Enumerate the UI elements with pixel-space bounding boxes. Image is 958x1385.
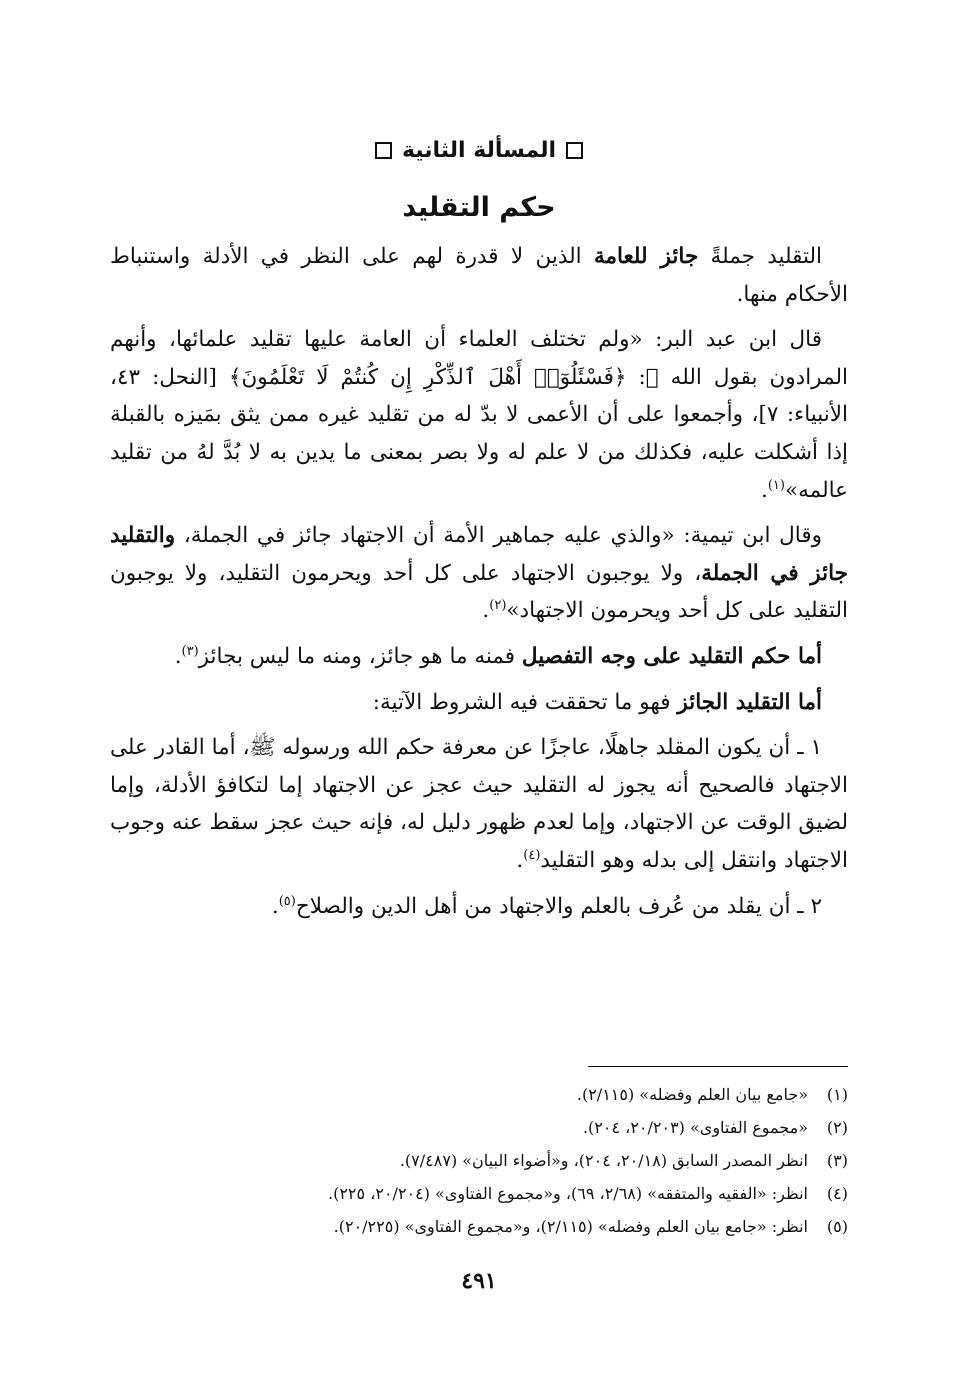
footnote-text: انظر: «جامع بيان العلم وفضله» (٢/١١٥)، و«مجموع الفتاوى» (٢٠/٢٢٥).: [333, 1217, 808, 1236]
text-run: فمنه ما هو جائز، ومنه ما ليس بجائز: [198, 643, 522, 669]
text-run: .: [516, 847, 524, 873]
footnote-text: «جامع بيان العلم وفضله» (٢/١١٥).: [576, 1085, 808, 1104]
text-run: الذين لا قدرة لهم على النظر في الأدلة واستنباط الأحكام منها.: [110, 244, 848, 307]
text-run: .: [482, 598, 490, 624]
footnote-ref: (٢): [489, 598, 507, 614]
footnote-item: [110, 1078, 848, 1111]
footnote-text: «مجموع الفتاوى» (٢٠/٢٠٣، ٢٠٤).: [582, 1118, 808, 1137]
footnote-item: [110, 1111, 848, 1144]
text-run: ٢ ـ أن يقلد من عُرف بالعلم والاجتهاد من أهل الدين والصلاح: [295, 893, 822, 919]
paragraph-6: [110, 729, 848, 879]
page-number: ٤٩١: [461, 1268, 497, 1294]
square-icon: [566, 142, 583, 159]
paragraph-7: [110, 888, 848, 926]
footnote-number: (٥): [826, 1217, 848, 1236]
text-run: .: [760, 477, 768, 503]
footnote-divider: [588, 1066, 848, 1067]
footnote-ref: (١): [767, 477, 785, 493]
section-heading-text: المسألة الثانية: [401, 138, 557, 163]
text-run: التقليد جملةً: [698, 244, 823, 269]
paragraph-1: [110, 238, 848, 313]
bold-run: أما التقليد الجائز: [677, 689, 822, 715]
footnote-number: (٢): [826, 1118, 848, 1137]
footnote-number: (٣): [826, 1151, 848, 1170]
section-heading: [0, 138, 958, 163]
paragraph-3: [110, 517, 848, 630]
body-text: [110, 238, 848, 933]
footnote-text: انظر المصدر السابق (٢٠/١٨، ٢٠٤)، و«أضواء البيان» (٧/٤٨٧).: [399, 1151, 808, 1170]
paragraph-4: [110, 638, 848, 676]
footnote-text: انظر: «الفقيه والمتفقه» (٢/٦٨، ٦٩)، و«مجموع الفتاوى» (٢٠/٢٠٤، ٢٢٥).: [328, 1184, 808, 1203]
text-run: ١ ـ أن يكون المقلد جاهلًا، عاجزًا عن معرفة حكم الله ورسوله ﷺ، أما القادر على الاجتهاد فالصحيح أنه يجوز له التقليد حيث عجز عن الاجتهاد إما لتكافؤ الأدلة، وإما لضيق الوقت عن الاجتهاد، وإما لعدم ظهور دليل له، فإنه حيث عجز سقط عنه وجوب الاجتهاد وانتقل إلى بدله وهو التقليد: [110, 735, 848, 873]
text-run: .: [271, 893, 279, 919]
footnote-number: (٤): [826, 1184, 848, 1203]
footnotes: [110, 1078, 848, 1243]
text-run: .: [174, 643, 182, 669]
text-run: قال ابن عبد البر: «ولم تختلف العلماء أن العامة عليها تقليد علمائها، وأنهم المرادون بقول الله ﷻ: ﴿فَسْئَلُوٓا۟ أَهْلَ ٱلذِّكْرِ إِن كُنتُمْ لَا تَعْلَمُونَ﴾ [النحل: ٤٣، الأنبياء: ٧]، وأجمعوا على أن الأعمى لا بدّ له من تقليد غيره ممن يثق بمَيزه بالقبلة إذا أشكلت عليه، فكذلك من لا علم له ولا بصر بمعنى ما يدين به لا بُدَّ لهُ من تقليد عالمه»: [110, 327, 849, 503]
text-run: وقال ابن تيمية: «والذي عليه جماهير الأمة أن الاجتهاد جائز في الجملة،: [175, 523, 822, 549]
bold-run: جائز للعامة: [593, 244, 699, 269]
paragraph-2: [110, 321, 848, 509]
text-run: ، ولا يوجبون الاجتهاد على كل أحد ويحرمون التقليد، ولا يوجبون التقليد على كل أحد ويحرمون الاجتهاد»: [110, 560, 848, 624]
footnote-number: (١): [826, 1085, 848, 1104]
text-run: فهو ما تحققت فيه الشروط الآتية:: [372, 689, 678, 715]
page-title: حكم التقليد: [402, 192, 556, 223]
footnote-ref: (٥): [278, 893, 296, 909]
square-icon: [375, 142, 392, 159]
footnote-ref: (٤): [523, 847, 541, 863]
bold-run: أما حكم التقليد على وجه التفصيل: [521, 643, 822, 669]
footnote-ref: (٣): [181, 643, 199, 659]
footnote-item: [110, 1210, 848, 1243]
footnote-item: [110, 1177, 848, 1210]
footnote-item: [110, 1144, 848, 1177]
bold-run: والتقليد جائز في الجملة: [110, 523, 848, 586]
paragraph-5: [110, 684, 848, 722]
